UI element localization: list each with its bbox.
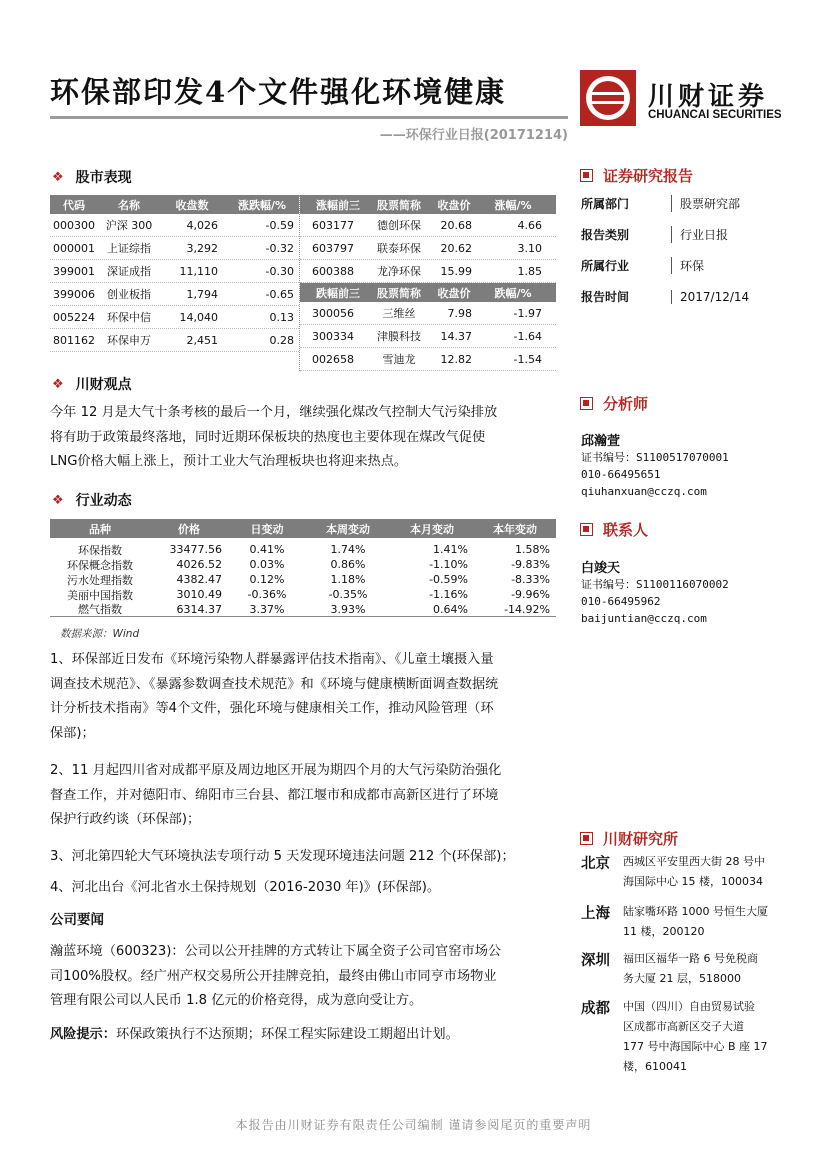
cell-day: 3.37% xyxy=(249,602,285,616)
text-line: 调查技术规范》、《暴露参数调查技术规范》和《环境与健康横断面调查数据统 xyxy=(50,676,499,692)
city-block xyxy=(581,949,803,997)
cell-code: 399001 xyxy=(53,264,95,278)
cell-close: 14.37 xyxy=(440,329,472,343)
city-address xyxy=(623,902,803,949)
info-key: 所属部门 xyxy=(581,197,630,211)
info-row xyxy=(581,281,827,312)
cell-change: 0.13 xyxy=(269,310,294,324)
logo-en-text: CHUANCAI SECURITIES xyxy=(648,109,782,121)
logo-cn-text: 川财证券 xyxy=(648,82,769,112)
text-line: 今年 12 月是大气十条考核的最后一个月，继续强化煤改气控制大气污染排放 xyxy=(50,405,498,420)
city-name: 深圳 xyxy=(581,953,610,969)
col-header: 收盘价 xyxy=(437,286,471,300)
info-row xyxy=(581,188,827,219)
table-row xyxy=(50,557,556,572)
city-address xyxy=(623,997,803,1077)
table-row xyxy=(50,587,556,602)
cell-code: 600388 xyxy=(312,264,354,278)
industry-table xyxy=(50,519,556,617)
info-value: 股票研究部 xyxy=(671,195,827,212)
col-header: 品种 xyxy=(89,522,111,536)
cell-code: 603177 xyxy=(312,218,354,232)
cell-price: 4026.52 xyxy=(176,558,222,571)
industry-table-header xyxy=(50,519,556,538)
city-block xyxy=(581,997,803,1077)
cell-year: -8.33% xyxy=(511,573,550,586)
text-line: 瀚蓝环境（600323)：公司以公开挂牌的方式转让下属全资子公司官窑市场公 xyxy=(50,944,502,959)
cell-change: 4.66 xyxy=(517,218,542,232)
city-name: 成都 xyxy=(581,1001,610,1017)
col-header: 收盘价 xyxy=(437,198,471,212)
text-line: 保部)； xyxy=(50,725,95,741)
col-header: 股票简称 xyxy=(377,198,421,212)
diamond-bullet-icon: ❖ xyxy=(52,492,64,508)
cell-code: 300056 xyxy=(312,306,354,320)
cell-change: -0.30 xyxy=(265,264,294,278)
text-line: 督查工作，并对德阳市、绵阳市三台县、都江堰市和成都市高新区进行了环境 xyxy=(50,787,499,803)
city-name: 上海 xyxy=(581,906,610,922)
data-source: 数据来源：Wind xyxy=(60,628,140,640)
cell-month: -0.59% xyxy=(429,573,468,586)
text-line: 2、11 月起四川省对成都平原及周边地区开展为期四个月的大气污染防治强化 xyxy=(50,763,502,778)
cell-year: -14.92% xyxy=(504,602,550,616)
cell-week: -0.35% xyxy=(328,588,368,601)
cell-day: 0.12% xyxy=(249,573,285,586)
report-heading xyxy=(580,165,693,186)
cell-name: 龙净环保 xyxy=(377,265,421,278)
cell-month: 0.64% xyxy=(433,602,468,616)
header-rule xyxy=(50,116,568,119)
view-paragraph xyxy=(50,401,570,475)
cell-name: 环保中信 xyxy=(107,311,151,324)
cell-close: 12.82 xyxy=(440,352,472,366)
table-row xyxy=(50,329,299,352)
analyst-card xyxy=(581,430,729,500)
institute-heading xyxy=(580,828,678,849)
index-table-header xyxy=(50,195,299,214)
cell-code: 002658 xyxy=(312,352,354,366)
contact-heading-label: 联系人 xyxy=(603,521,649,539)
table-row xyxy=(300,302,556,325)
cell-day: -0.36% xyxy=(247,588,287,601)
cell-year: -9.96% xyxy=(511,588,550,601)
info-row xyxy=(581,219,827,250)
cell-change: -1.97 xyxy=(513,306,542,320)
cell-code: 000300 xyxy=(53,218,95,232)
table-row xyxy=(300,348,556,371)
col-header: 名称 xyxy=(118,198,140,212)
news-item-3: 3、河北第四轮大气环境执法专项行动 5 天发现环境违法问题 212 个(环保部)； xyxy=(50,849,515,864)
news-item-2 xyxy=(50,759,572,833)
cell-change: 0.28 xyxy=(269,333,294,347)
cell-year: 1.58% xyxy=(515,543,550,556)
address-line: 西城区平安里西大街 28 号中 xyxy=(623,855,765,868)
cell-name: 联泰环保 xyxy=(377,242,421,255)
text-line: 保护行政约谈（环保部)； xyxy=(50,812,201,827)
cell-name: 美丽中国指数 xyxy=(67,588,133,602)
text-line: LNG价格大幅上涨上，预计工业大气治理板块也将迎来热点。 xyxy=(50,454,408,469)
contact-card xyxy=(581,557,729,627)
cell-week: 1.74% xyxy=(330,543,366,556)
text-line: 计分析技术指南》等4个文件，强化环境与健康相关工作，推动风险管理（环 xyxy=(50,701,494,716)
cell-month: 1.41% xyxy=(433,543,468,556)
cell-day: 0.41% xyxy=(249,543,285,556)
text-line: 将有助于政策最终落地，同时近期环保板块的热度也主要体现在煤改气促使 xyxy=(50,429,486,445)
info-key: 报告时间 xyxy=(581,290,630,304)
cell-name: 德创环保 xyxy=(377,219,421,232)
cell-close: 14,040 xyxy=(179,310,218,324)
contact-email: baijuntian@cczq.com xyxy=(581,612,707,625)
industry-heading-label: 行业动态 xyxy=(75,493,132,509)
address-line: 陆家嘴环路 1000 号恒生大厦 xyxy=(623,905,768,918)
table-row xyxy=(50,214,299,237)
cell-change: -1.64 xyxy=(513,329,542,343)
cell-name: 沪深 300 xyxy=(105,219,153,232)
info-key: 所属行业 xyxy=(581,259,630,273)
risk-text: 环保政策执行不达预期；环保工程实际建设工期超出计划。 xyxy=(115,1027,459,1042)
view-heading xyxy=(52,374,132,394)
table-row xyxy=(50,602,556,617)
address-line: 务大厦 21 层，518000 xyxy=(623,972,741,985)
red-box-bullet-icon xyxy=(580,169,593,182)
analyst-name: 邱瀚萱 xyxy=(581,434,621,449)
contact-name: 白竣天 xyxy=(581,561,621,576)
col-header: 涨幅前三 xyxy=(316,198,360,212)
col-header: 涨跌幅/% xyxy=(237,198,287,212)
cell-month: -1.16% xyxy=(429,588,468,601)
cell-code: 005224 xyxy=(53,310,95,324)
news-item-1 xyxy=(50,648,572,746)
city-block xyxy=(581,852,803,902)
address-line: 区成都市高新区交子大道 xyxy=(623,1020,744,1033)
cell-name: 雪迪龙 xyxy=(382,353,416,366)
table-row xyxy=(50,283,299,306)
cell-name: 燃气指数 xyxy=(78,603,122,616)
market-heading-label: 股市表现 xyxy=(75,170,132,186)
chuancai-logo-icon xyxy=(580,70,636,126)
red-box-bullet-icon xyxy=(580,832,593,845)
cell-close: 4,026 xyxy=(186,218,218,232)
contact-heading xyxy=(580,519,648,540)
cell-price: 6314.37 xyxy=(176,602,222,616)
col-header: 股票简称 xyxy=(377,286,421,300)
report-heading-label: 证券研究报告 xyxy=(603,167,694,185)
text-line: 司100%股权。经广州产权交易所公开挂牌竞拍，最终由佛山市同亨市场物业 xyxy=(50,968,497,984)
cell-name: 创业板指 xyxy=(107,288,151,301)
col-header: 涨幅/% xyxy=(494,198,532,212)
cell-name: 津膜科技 xyxy=(377,330,421,343)
address-line: 楼，610041 xyxy=(623,1060,687,1073)
company-paragraph xyxy=(50,940,572,1014)
info-row xyxy=(581,250,827,281)
col-header: 日变动 xyxy=(250,522,284,536)
market-table xyxy=(50,195,556,371)
info-key: 报告类别 xyxy=(581,228,630,242)
cell-name: 三维丝 xyxy=(382,307,416,320)
col-header: 代码 xyxy=(63,198,85,212)
address-line: 11 楼，200120 xyxy=(623,925,705,938)
cell-name: 环保申万 xyxy=(107,334,151,347)
risk-label: 风险提示： xyxy=(50,1027,116,1042)
cell-name: 深证成指 xyxy=(107,265,151,278)
top-movers-table xyxy=(300,195,556,371)
cell-name: 环保指数 xyxy=(78,543,122,557)
col-header: 收盘数 xyxy=(175,198,209,212)
table-row xyxy=(50,306,299,329)
losers-header xyxy=(300,283,556,302)
cell-change: -0.65 xyxy=(265,287,294,301)
city-address xyxy=(623,949,803,997)
gainers-header xyxy=(300,195,556,214)
col-header: 跌幅/% xyxy=(494,286,532,300)
table-row xyxy=(300,237,556,260)
address-line: 177 号中海国际中心 B 座 17 xyxy=(623,1040,768,1053)
diamond-bullet-icon: ❖ xyxy=(52,169,64,185)
industry-heading xyxy=(52,490,132,510)
cell-code: 801162 xyxy=(53,333,95,347)
cell-price: 3010.49 xyxy=(176,588,222,601)
table-row xyxy=(50,260,299,283)
cell-price: 4382.47 xyxy=(176,573,222,586)
report-subtitle: ——环保行业日报(20171214) xyxy=(379,128,568,143)
info-value: 环保 xyxy=(671,257,827,274)
city-name: 北京 xyxy=(581,856,610,872)
analyst-email: qiuhanxuan@cczq.com xyxy=(581,485,707,498)
cell-code: 399006 xyxy=(53,287,95,301)
info-value: 行业日报 xyxy=(671,226,827,243)
red-box-bullet-icon xyxy=(580,397,593,410)
col-header: 跌幅前三 xyxy=(316,286,360,300)
cell-change: -1.54 xyxy=(513,352,542,366)
page-title: 环保部印发4个文件强化环境健康 xyxy=(50,75,507,109)
city-block xyxy=(581,902,803,949)
cell-close: 15.99 xyxy=(440,264,472,278)
col-header: 本年变动 xyxy=(493,522,537,536)
cell-close: 11,110 xyxy=(179,264,218,278)
cell-close: 3,292 xyxy=(186,241,218,255)
address-line: 福田区福华一路 6 号免税商 xyxy=(623,952,758,965)
cell-name: 上证综指 xyxy=(107,242,151,255)
company-heading: 公司要闻 xyxy=(50,912,104,928)
analyst-cert: 证书编号：S1100517070001 xyxy=(581,451,729,464)
cell-code: 603797 xyxy=(312,241,354,255)
cell-name: 环保概念指数 xyxy=(67,558,133,572)
table-row xyxy=(50,237,299,260)
analyst-heading-label: 分析师 xyxy=(603,395,649,413)
cell-week: 3.93% xyxy=(330,602,366,616)
text-line: 管理有限公司以人民币 1.8 亿元的价格竞得，成为意向受让方。 xyxy=(50,993,423,1008)
text-line: 1、环保部近日发布《环境污染物人群暴露评估技术指南》、《儿童土壤摄入量 xyxy=(50,652,494,667)
market-heading xyxy=(52,167,132,187)
col-header: 本周变动 xyxy=(326,522,370,536)
cell-week: 0.86% xyxy=(330,558,366,571)
cell-change: 1.85 xyxy=(517,264,542,278)
info-value: 2017/12/14 xyxy=(671,290,827,304)
address-line: 中国（四川）自由贸易试验 xyxy=(623,1000,755,1013)
cell-close: 20.62 xyxy=(440,241,472,255)
cell-month: -1.10% xyxy=(429,558,468,571)
footer-disclaimer: 本报告由川财证券有限责任公司编制 谨请参阅尾页的重要声明 xyxy=(235,1118,592,1132)
cell-name: 污水处理指数 xyxy=(67,573,133,587)
table-row xyxy=(50,542,556,557)
cell-code: 000001 xyxy=(53,241,95,255)
contact-cert: 证书编号：S1100116070002 xyxy=(581,578,729,591)
cell-close: 7.98 xyxy=(447,306,472,320)
risk-note xyxy=(50,1023,572,1048)
red-box-bullet-icon xyxy=(580,523,593,536)
cell-close: 1,794 xyxy=(186,287,218,301)
index-table xyxy=(50,195,300,371)
table-row xyxy=(300,214,556,237)
cell-change: -0.32 xyxy=(265,241,294,255)
cell-day: 0.03% xyxy=(249,558,285,571)
cell-year: -9.83% xyxy=(511,558,550,571)
table-row xyxy=(300,260,556,283)
diamond-bullet-icon: ❖ xyxy=(52,376,64,392)
cell-price: 33477.56 xyxy=(169,543,222,556)
col-header: 价格 xyxy=(178,522,200,536)
contact-phone: 010-66495962 xyxy=(581,595,661,608)
cell-week: 1.18% xyxy=(330,573,366,586)
institute-addresses xyxy=(581,852,803,1077)
analyst-heading xyxy=(580,393,648,414)
news-item-4: 4、河北出台《河北省水土保持规划（2016-2030 年)》(环保部)。 xyxy=(50,880,441,895)
report-info xyxy=(581,188,827,312)
institute-heading-label: 川财研究所 xyxy=(603,830,679,848)
cell-code: 300334 xyxy=(312,329,354,343)
cell-change: -0.59 xyxy=(265,218,294,232)
cell-close: 2,451 xyxy=(186,333,218,347)
analyst-phone: 010-66495651 xyxy=(581,468,661,481)
city-address xyxy=(623,852,803,902)
table-row xyxy=(300,325,556,348)
table-row xyxy=(50,572,556,587)
cell-close: 20.68 xyxy=(440,218,472,232)
cell-change: 3.10 xyxy=(517,241,542,255)
address-line: 海国际中心 15 楼，100034 xyxy=(623,875,763,888)
col-header: 本月变动 xyxy=(410,522,454,536)
view-heading-label: 川财观点 xyxy=(75,377,132,393)
